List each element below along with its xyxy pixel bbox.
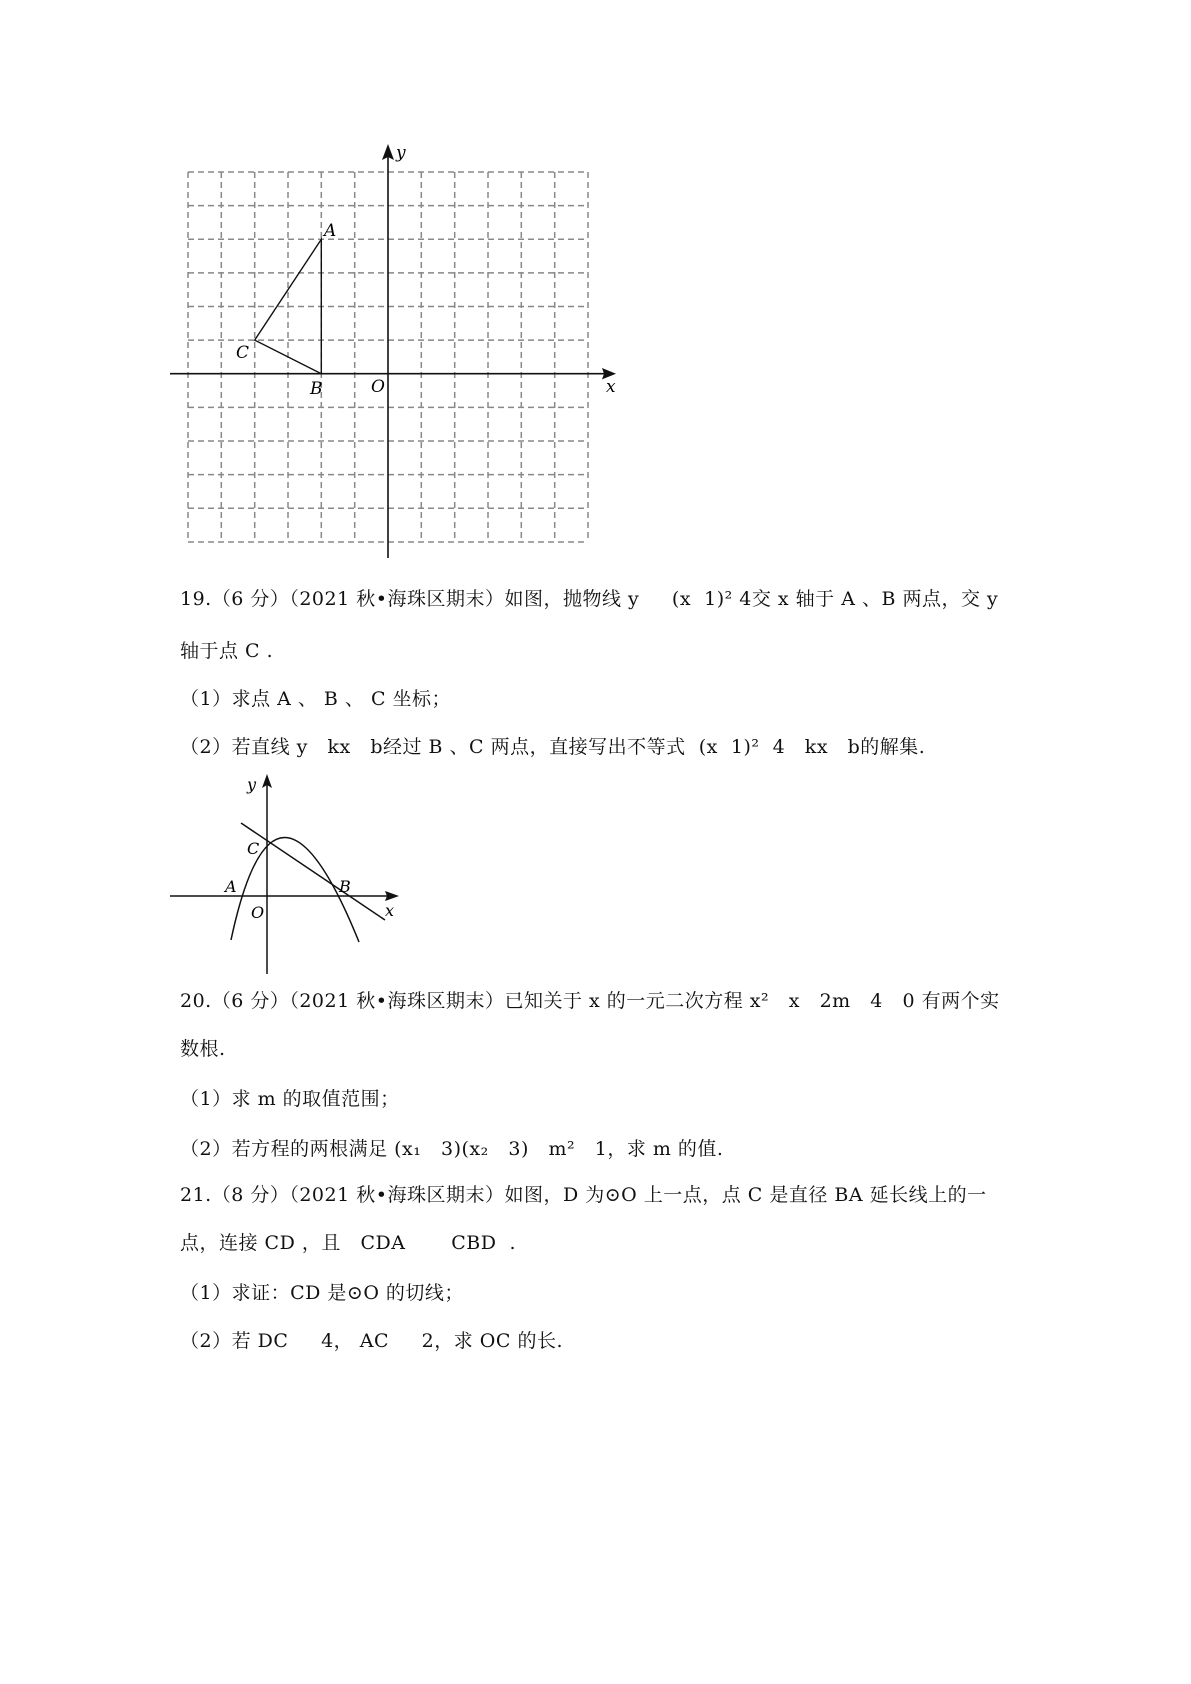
q19-line1: 19.（6 分）（2021 秋•海珠区期末）如图，抛物线 y (x 1)² 4交 x 轴于 A 、B 两点，交 y <box>180 588 999 610</box>
label-x: x <box>385 901 395 920</box>
parabola-figure <box>165 770 415 980</box>
q21-part1: （1）求证：CD 是⊙O 的切线； <box>180 1282 464 1304</box>
label-y: y <box>396 143 406 163</box>
x-axis-arrow-icon <box>385 891 399 901</box>
label-c: C <box>247 839 260 858</box>
q20-line2: 数根. <box>180 1038 226 1060</box>
label-x: x <box>606 377 616 397</box>
q19-line2: 轴于点 C . <box>180 640 274 662</box>
label-y: y <box>247 775 257 794</box>
label-o: O <box>251 903 265 922</box>
q21-part2: （2）若 DC 4， AC 2，求 OC 的长. <box>180 1330 564 1352</box>
label-o: O <box>371 377 385 397</box>
q20-part1: （1）求 m 的取值范围； <box>180 1088 400 1110</box>
label-a: A <box>225 877 237 896</box>
q21-line2: 点，连接 CD ，且 CDA CBD . <box>180 1232 517 1254</box>
label-c: C <box>236 343 250 363</box>
label-b: B <box>339 877 351 896</box>
label-a: A <box>324 221 337 241</box>
label-b: B <box>310 379 323 399</box>
q20-line1: 20.（6 分）（2021 秋•海珠区期末）已知关于 x 的一元二次方程 x² x 2m 4 0 有两个实 <box>180 990 1000 1012</box>
q19-part1: （1）求点 A 、 B 、 C 坐标； <box>180 688 452 710</box>
q19-part2: （2）若直线 y kx b经过 B 、C 两点，直接写出不等式 (x 1)² 4 kx b的解集. <box>180 736 926 758</box>
coordinate-grid-figure <box>170 140 630 570</box>
q21-line1: 21.（8 分）（2021 秋•海珠区期末）如图，D 为⊙O 上一点，点 C 是直径 BA 延长线上的一 <box>180 1184 987 1206</box>
q20-part2: （2）若方程的两根满足 (x₁ 3)(x₂ 3) m² 1，求 m 的值. <box>180 1138 724 1160</box>
